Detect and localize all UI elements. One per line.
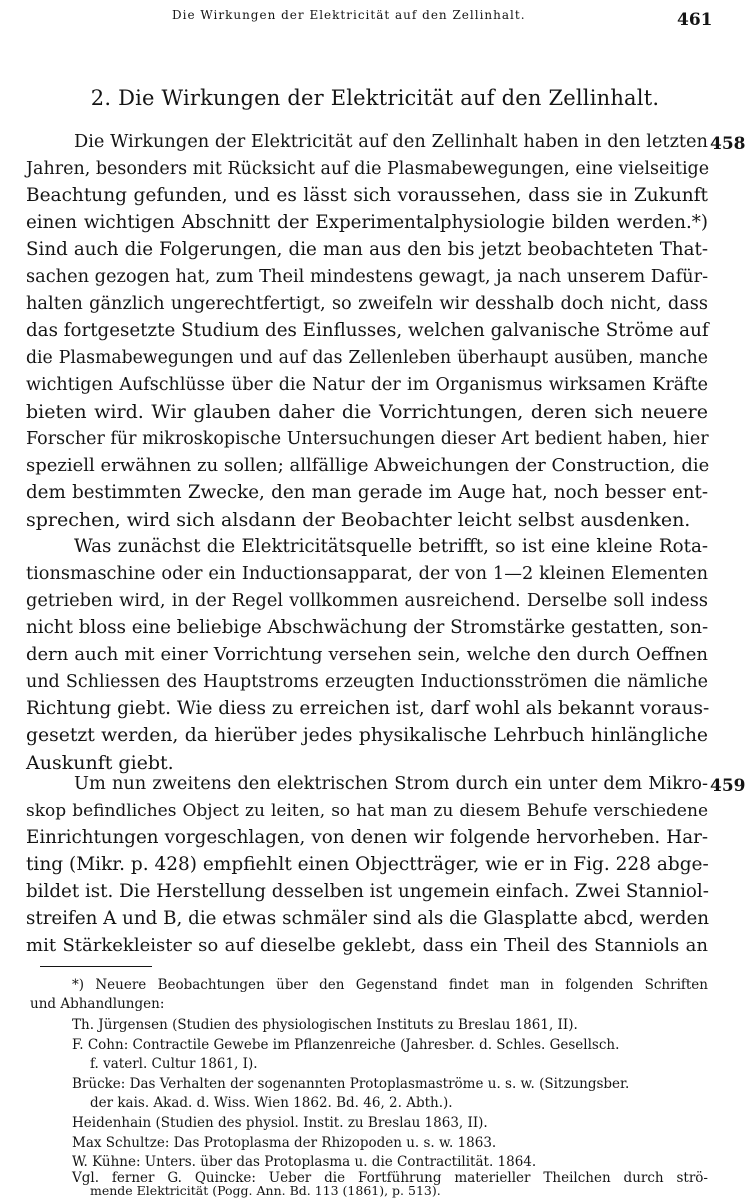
text-line: streifen A und B, die etwas schmäler sind als die Glasplatte abcd, werden — [26, 908, 709, 929]
footnote-line: Th. Jürgensen (Studien des physiologischen Instituts zu Breslau 1861, II). — [72, 1017, 578, 1033]
text-line: bieten wird. Wir glauben daher die Vorrichtungen, deren sich neuere — [26, 401, 708, 423]
margin-number: 458 — [710, 134, 746, 154]
text-line: Auskunft giebt. — [26, 752, 174, 774]
text-line: Was zunächst die Elektricitätsquelle betrifft, so ist eine kleine Rota- — [74, 536, 708, 557]
margin-number: 459 — [710, 776, 746, 796]
text-line: Jahren, besonders mit Rücksicht auf die Plasmabewegungen, eine vielseitige — [26, 159, 710, 179]
running-head: Die Wirkungen der Elektricität auf den Zellinhalt. — [172, 8, 526, 22]
section-title: 2. Die Wirkungen der Elektricität auf den Zellinhalt. — [90, 86, 660, 110]
text-line: dem bestimmten Zwecke, den man gerade im Auge hat, noch besser ent- — [26, 482, 708, 503]
text-line: mit Stärkekleister so auf dieselbe geklebt, dass ein Theil des Stanniols an — [26, 935, 708, 956]
text-line: Sind auch die Folgerungen, die man aus den bis jetzt beobachteten That- — [26, 239, 708, 260]
text-line: das fortgesetzte Studium des Einflusses, welchen galvanische Ströme auf — [26, 320, 709, 341]
text-line: Einrichtungen vorgeschlagen, von denen wir folgende hervorheben. Har- — [26, 827, 708, 848]
text-line: Die Wirkungen der Elektricität auf den Zellinhalt haben in den letzten — [74, 132, 708, 152]
text-line: und Schliessen des Hauptstroms erzeugten Inductionsströmen die nämliche — [26, 672, 708, 692]
text-line: halten gänzlich ungerechtfertigt, so zweifeln wir desshalb doch nicht, dass — [26, 294, 708, 314]
footnote-line: Vgl. ferner G. Quincke: Ueber die Fortführung materieller Theilchen durch strö- — [72, 1170, 708, 1186]
text-line: dern auch mit einer Vorrichtung versehen sein, welche den durch Oeffnen — [26, 644, 708, 665]
footnote-rule — [40, 966, 152, 967]
text-line: die Plasmabewegungen und auf das Zellenleben überhaupt ausüben, manche — [26, 348, 708, 368]
text-line: Beachtung gefunden, und es lässt sich voraussehen, dass sie in Zukunft — [26, 185, 708, 206]
text-line: tionsmaschine oder ein Inductionsapparat, der von 1—2 kleinen Elementen — [26, 564, 708, 584]
text-line: skop befindliches Object zu leiten, so hat man zu diesem Behufe verschiedene — [26, 801, 708, 821]
footnote-line: W. Kühne: Unters. über das Protoplasma u. die Contractilität. 1864. — [72, 1154, 537, 1170]
footnote-line: und Abhandlungen: — [30, 996, 165, 1012]
text-line: gesetzt werden, da hierüber jedes physikalische Lehrbuch hinlängliche — [26, 725, 708, 746]
footnote-line: Brücke: Das Verhalten der sogenannten Protoplasmaströme u. s. w. (Sitzungsber. — [72, 1076, 630, 1092]
footnote-line: *) Neuere Beobachtungen über den Gegenstand findet man in folgenden Schriften — [72, 977, 708, 993]
text-line: Richtung giebt. Wie diess zu erreichen ist, darf wohl als bekannt voraus- — [26, 698, 710, 719]
footnote-line: mende Elektricität (Pogg. Ann. Bd. 113 (1861), p. 513). — [90, 1183, 441, 1198]
text-line: sprechen, wird sich alsdann der Beobachter leicht selbst ausdenken. — [26, 509, 691, 531]
text-line: Forscher für mikroskopische Untersuchungen dieser Art bedient haben, hier — [26, 429, 709, 449]
page-number: 461 — [677, 10, 713, 30]
text-line: speziell erwähnen zu sollen; allfällige Abweichungen der Construction, die — [26, 455, 710, 476]
footnote-line: F. Cohn: Contractile Gewebe im Pflanzenreiche (Jahresber. d. Schles. Gesellsch. — [72, 1037, 620, 1053]
footnote-line: Heidenhain (Studien des physiol. Instit. zu Breslau 1863, II). — [72, 1115, 488, 1131]
text-line: bildet ist. Die Herstellung desselben ist ungemein einfach. Zwei Stanniol- — [26, 881, 709, 902]
text-line: wichtigen Aufschlüsse über die Natur der im Organismus wirksamen Kräfte — [26, 375, 708, 395]
text-line: Um nun zweitens den elektrischen Strom durch ein unter dem Mikro- — [74, 774, 708, 794]
footnote-line: der kais. Akad. d. Wiss. Wien 1862. Bd. 46, 2. Abth.). — [90, 1095, 453, 1111]
text-line: sachen gezogen hat, zum Theil mindestens gewagt, ja nach unserem Dafür- — [26, 267, 709, 287]
text-line: ting (Mikr. p. 428) empfiehlt einen Objectträger, wie er in Fig. 228 abge- — [26, 854, 709, 875]
text-line: einen wichtigen Abschnitt der Experimentalphysiologie bilden werden.*) — [26, 212, 708, 233]
text-line: getrieben wird, in der Regel vollkommen ausreichend. Derselbe soll indess — [26, 591, 708, 611]
footnote-line: f. vaterl. Cultur 1861, I). — [90, 1056, 258, 1072]
footnote-line: Max Schultze: Das Protoplasma der Rhizopoden u. s. w. 1863. — [72, 1135, 497, 1151]
text-line: nicht bloss eine beliebige Abschwächung der Stromstärke gestatten, son- — [26, 617, 709, 638]
